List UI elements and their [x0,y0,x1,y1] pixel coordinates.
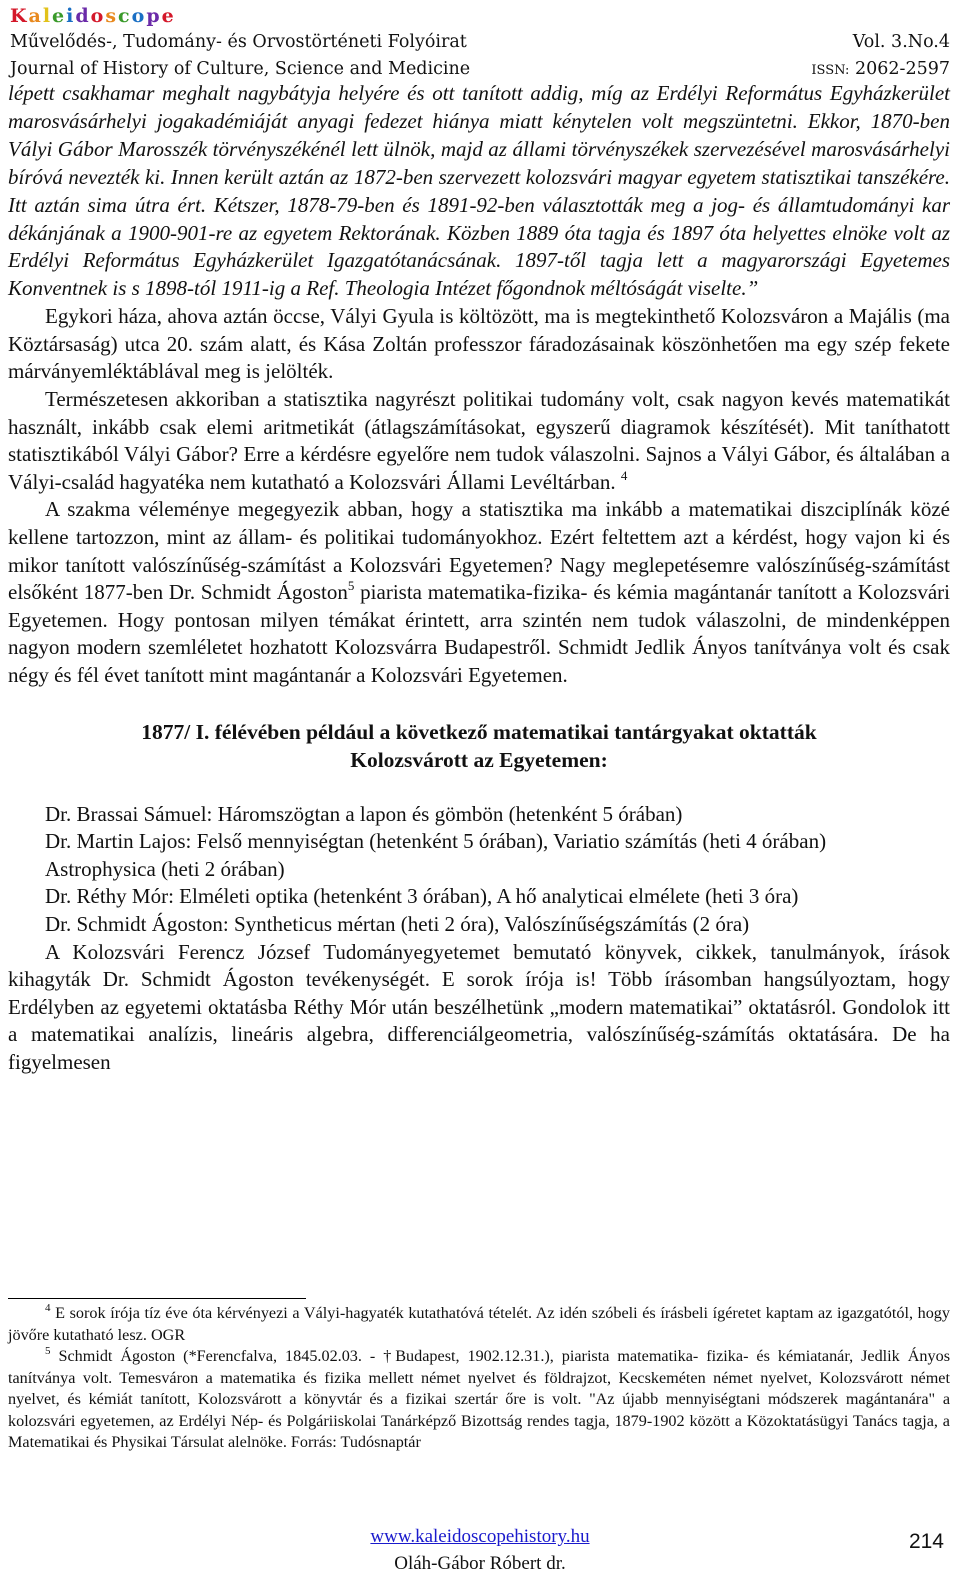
paragraph-house: Egykori háza, ahova aztán öccse, Vályi Gyula is költözött, ma is megtekinthető Kolozsváron a Majális (ma Köztársaság) utca 20. szám alatt, és Kása Zoltán professzor fáradozásainak köszönhetően ma egy szép fekete márványemléktáblával meg is jelölték. [8,304,950,384]
section-heading-line-1: 1877/ I. félévében például a következő matematikai tantárgyakat oktatták [141,719,817,744]
course-item: Dr. Réthy Mór: Elméleti optika (hetenként 3 órában), A hő analyticai elmélete (heti 3 óra) [45,884,799,909]
course-item: Dr. Martin Lajos: Felső mennyiségtan (hetenként 5 órában), Variatio számítás (heti 4 órában) [45,829,827,854]
footnotes [8,1303,950,1454]
journal-brand: Kaleidoscope [10,5,176,27]
paragraph-probability-text-b: piarista matematika-fizika- és kémia magántanár tanított a Kolozsvári Egyetemen. Hogy pontosan milyen témákat érintett, arra szintén nem tudok válaszolni, de mindenképpen nagyon modern szemléletet hozhatott Kolozsvárra Budapestről. Schmidt Jedlik Ányos tanítványa volt és csak négy és fél évet tanított mint magántanár a Kolozsvári Egyetemen. [8,580,950,687]
paragraph-probability-text-a: A szakma véleménye megegyezik abban, hogy a statisztika ma inkább a matematikai diszciplínák közé kellene tartozzon, mint az állam- és politikai tudományokhoz. Ezért feltettem azt a kérdést, hogy vajon ki és mikor tanított valószínűség-számítást a Kolozsvári Egyetemen? Nagy meglepetésemre valószínűség-számítást elsőként 1877-ben Dr. Schmidt Ágoston [8,497,950,605]
volume-label: Vol. 3.No.4 [852,32,950,52]
section-heading [8,718,950,774]
course-item: Astrophysica (heti 2 órában) [45,856,285,881]
footnote-item [8,1346,950,1454]
footnote-number: 5 [45,1345,51,1357]
journal-title-en: Journal of History of Culture, Science and Medicine [10,59,471,79]
footnote-text: Schmidt Ágoston (*Ferencfalva, 1845.02.03. - †Budapest, 1902.12.31.), piarista matematika- fizika- és kémiatanár, Jedlik Ányos tanítványa volt. Temesváron a matematika és fizika mellett német nyelvet és földrajzot, Kecskeméten német nyelvet, Kolozsvárott német nyelvet, és kémiát tanított, Kolozsvárott a könyvtár és a fizikai szertár őre is volt. "Az újabb mennyiségtani módszerek magántanára" a kolozsvári egyetemen, az Erdélyi Nép- és Polgáriiskolai Tanárképző Bizottság rendes tagja, 1879-1902 között a Közoktatásügyi Tanács tagja, a Matematikai és Physikai Társulat alelnöke. Forrás: Tudósnaptár [8,1347,950,1451]
course-item: Dr. Schmidt Ágoston: Syntheticus mértan (heti 2 óra), Valószínűségszámítás (2 óra) [45,911,750,936]
paragraph-closing: A Kolozsvári Ferencz József Tudományegyetemet bemutató könyvek, cikkek, tanulmányok, írások kihagyták Dr. Schmidt Ágoston tevékenységét. E sorok írója is! Több írásomban hangsúlyoztam, hogy Erdélyben az egyetemi oktatásba Réthy Mór után beszélhetünk „modern matematikai” oktatásról. Gondolok itt a matematikai analízis, lineáris algebra, differenciálgeometria, valószínűség-számítás oktatására. De ha figyelmesen [8,939,950,1074]
paragraph-statistics [8,386,950,496]
journal-title-hu: Művelődés-, Tudomány- és Orvostörténeti Folyóirat [10,32,467,52]
issn-value: 2062-2597 [855,59,950,79]
journal-header [10,3,950,84]
page-number: 214 [908,1530,944,1553]
issn-label: ISSN: [811,63,850,78]
course-item: Dr. Brassai Sámuel: Háromszögtan a lapon és gömbön (hetenként 5 órában) [45,801,683,826]
author-name: Oláh-Gábor Róbert dr. [394,1553,566,1574]
footnote-text: E sorok írója tíz éve óta kérvényezi a Vályi-hagyaték kutathatóvá tételét. Az idén szóbeli és írásbeli ígéretet kaptam az igazgatótól, hogy jövőre kutatható lesz. OGR [8,1304,950,1344]
article-body [8,80,950,1077]
paragraph-statistics-text: Természetesen akkoriban a statisztika nagyrészt politikai tudomány volt, csak nagyon kevés matematikát használt, inkább csak elemi aritmetikát (átlagszámításokat, egyszerű diagramok készítését). Mit taníthatott statisztikából Vályi Gábor? Erre a kérdésre egyelőre nem tudok válaszolni. Sajnos a Vályi Gábor, és általában a Vályi-család hagyatéka nem kutatható a Kolozsvári Állami Levéltárban. [8,387,950,494]
footnote-divider [8,1298,306,1299]
footnote-item [8,1303,950,1346]
website-link[interactable]: www.kaleidoscopehistory.hu [370,1526,590,1547]
footnote-number: 4 [45,1302,51,1314]
quoted-biography: lépett csakhamar meghalt nagybátyja helyére és ott tanított addig, míg az Erdélyi Református Egyházkerület marosvásárhelyi jogakadémiáját anyagi fedezet hiánya miatt kénytelen volt megszüntetni. Ekkor, 1870-ben Vályi Gábor Marosszék törvényszékénél lett ülnök, majd az állami törvényszékek szervezésével marosvásárhelyi bíróvá nevezték ki. Innen került aztán az 1872-ben szervezett kolozsvári magyar egyetem statisztikai tanszékére. Itt aztán sima útra ért. Kétszer, 1878-79-ben és 1891-92-ben választották meg a jog- és államtudományi kar dékánjának a 1900-901-re az egyetem Rektorának. Közben 1889 óta tagja és 1897 óta helyettes elnöke volt az Erdélyi Református Egyházkerület Igazgatótanácsának. 1897-től tagja lett a magyarországi Egyetemes Konventnek is s 1898-tól 1911-ig a Ref. Theologia Intézet főgondnok méltóságát viselte.” [8,81,950,301]
section-heading-line-2: Kolozsvárott az Egyetemen: [350,747,608,772]
paragraph-probability [8,496,950,689]
footnote-ref-4[interactable]: 4 [620,467,628,483]
footnote-ref-5[interactable]: 5 [347,578,355,594]
